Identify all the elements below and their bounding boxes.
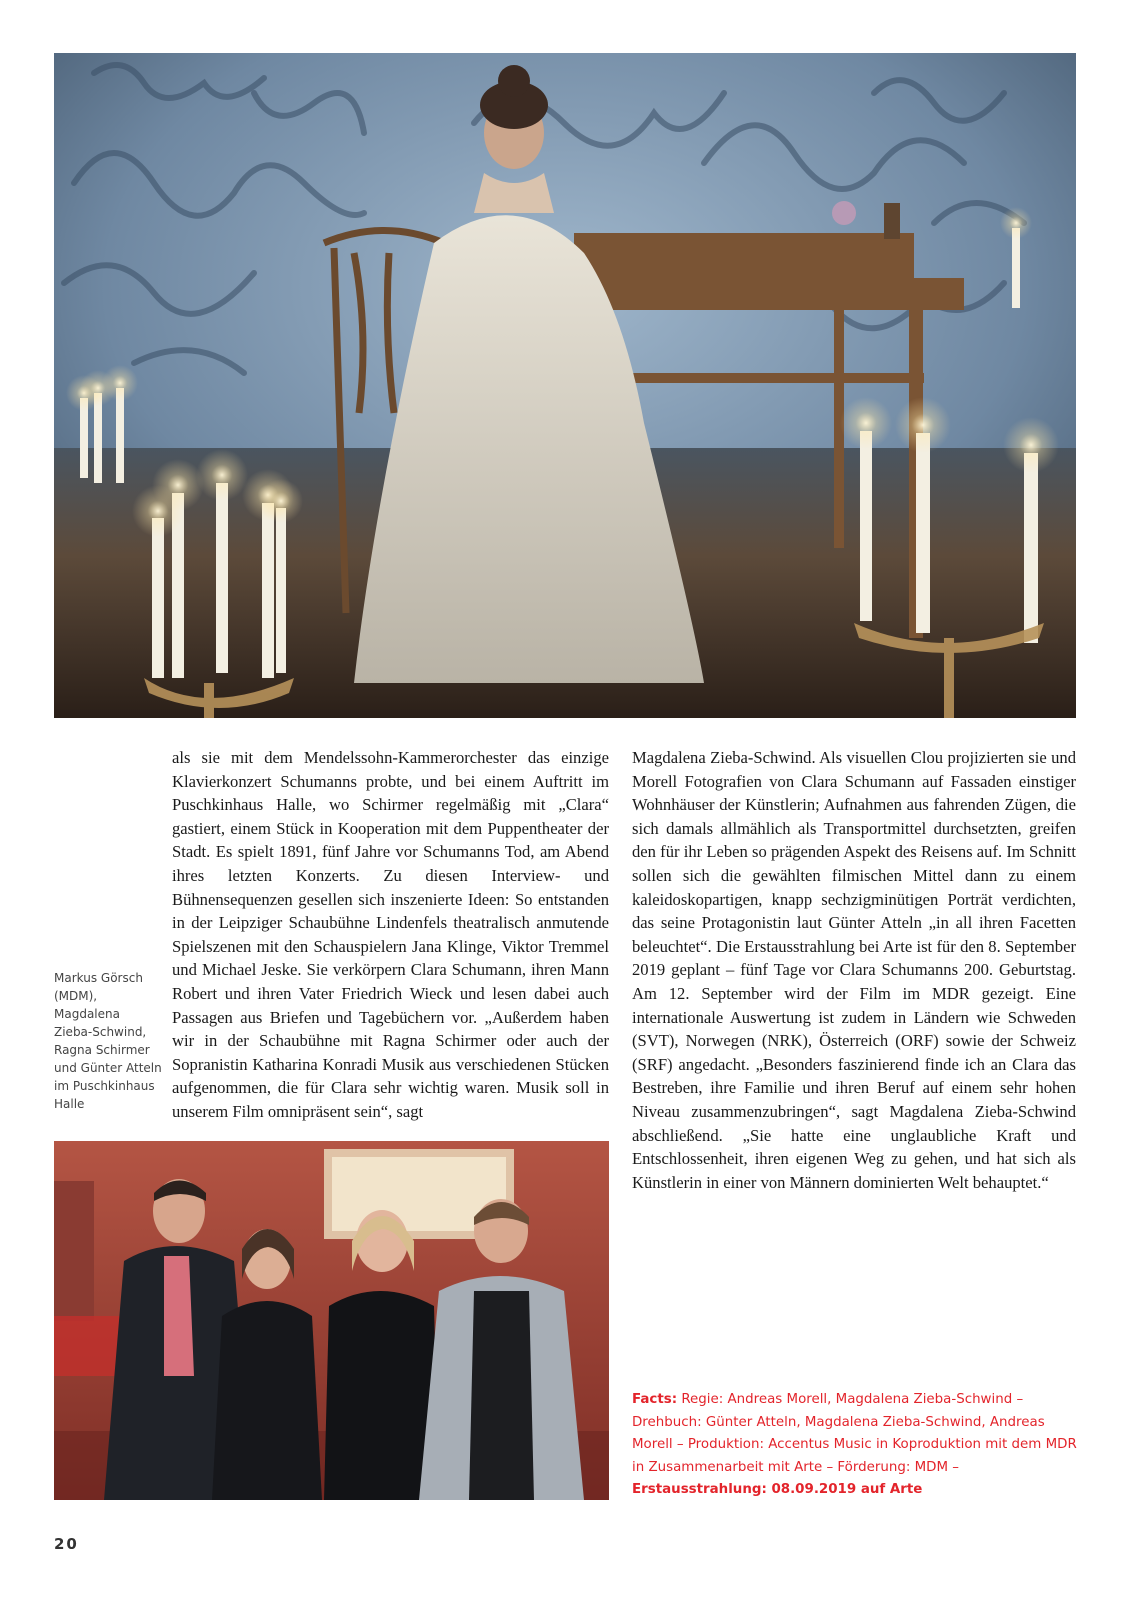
facts-body: Regie: Andreas Morell, Magdalena Zieba-Schwind – Drehbuch: Günter Atteln, Magdalena Zieba-Schwind, Andreas Morell – Produktion: Accentus Music in Koproduktion mit dem MDR in Zusammenarbeit mit Arte – Förderung: MDM – [632, 1392, 1077, 1475]
article-column-right: Magdalena Zieba-Schwind. Als visuellen Clou projizierten sie und Morell Fotografien von Clara Schumann auf Fassaden einstiger Wohnhäuser der Künstlerin; Aufnahmen aus fahrenden Zügen, die sich damals allmählich als Transportmittel durchsetzten, greifen den für ihr Leben so prägenden Aspekt des Reisens auf. Im Schnitt sollen sich die gewählten filmischen Mittel dann zu einem kaleidoskopartigen, knapp sechzigminütigen Porträt verdichten, das seine Protagonistin laut Günter Atteln „in all ihren Facetten beleuchtet“. Die Erstausstrahlung bei Arte ist für den 8. September 2019 geplant – fünf Tage vor Clara Schumanns 200. Geburtstag. Am 12. September wird der Film im MDR gezeigt. Eine internationale Auswertung ist zudem in Ländern wie Schweden (SVT), Norwegen (NRK), Österreich (ORF) sowie der Schweiz (SRF) angedacht. „Besonders faszinierend finde ich an Clara das Bestreben, ihre Familie und ihren Beruf auf einem sehr hohen Niveau zusammenzubringen“, sagt Magdalena Zieba-Schwind abschließend. „Sie hatte eine unglaubliche Kraft und Entschlossenheit, ihren eigenen Weg zu gehen, und hat sich als Künstlerin in einer von Männern dominierten Welt behauptet.“ [632, 748, 1076, 1192]
page-number: 20 [54, 1535, 79, 1553]
photo-caption: Markus Görsch (MDM), Magdalena Zieba-Schwind, Ragna Schirmer und Günter Atteln im Puschkinhaus Halle [54, 971, 162, 1111]
hero-photo [54, 53, 1076, 718]
group-photo-illustration [54, 1141, 609, 1500]
facts-box [632, 1389, 1080, 1502]
facts-label: Facts: [632, 1392, 678, 1407]
article-column-left: als sie mit dem Mendelssohn-Kammerorchester das einzige Klavierkonzert Schumanns probte, und bei einem Auftritt im Puschkinhaus Halle, wo Schirmer regelmäßig mit „Clara“ gastiert, einem Stück in Kooperation mit dem Puppentheater der Stadt. Es spielt 1891, fünf Jahre vor Schumanns Tod, am Abend ihres letzten Konzerts. Zu diesen Interview- und Bühnensequenzen gesellen sich inszenierte Ideen: So entstanden in der Leipziger Schaubühne Lindenfels theatralisch anmutende Spielszenen mit den Schauspielern Jana Klinge, Viktor Tremmel und Michael Jeske. Sie verkörpern Clara Schumann, ihren Mann Robert und ihren Vater Friedrich Wieck und lesen dabei auch Passagen aus Briefen und Tagebüchern vor. „Außerdem haben wir in der Schaubühne mit Ragna Schirmer oder auch der Sopranistin Katharina Konradi Musik aus verschiedenen Stücken aufgenommen, die für Clara sehr wichtig waren. Musik soll in unserem Film omnipräsent sein“, sagt [172, 748, 609, 1121]
hero-photo-illustration [54, 53, 1076, 718]
group-photo [54, 1141, 609, 1500]
facts-highlight: Erstausstrahlung: 08.09.2019 auf Arte [632, 1482, 923, 1497]
